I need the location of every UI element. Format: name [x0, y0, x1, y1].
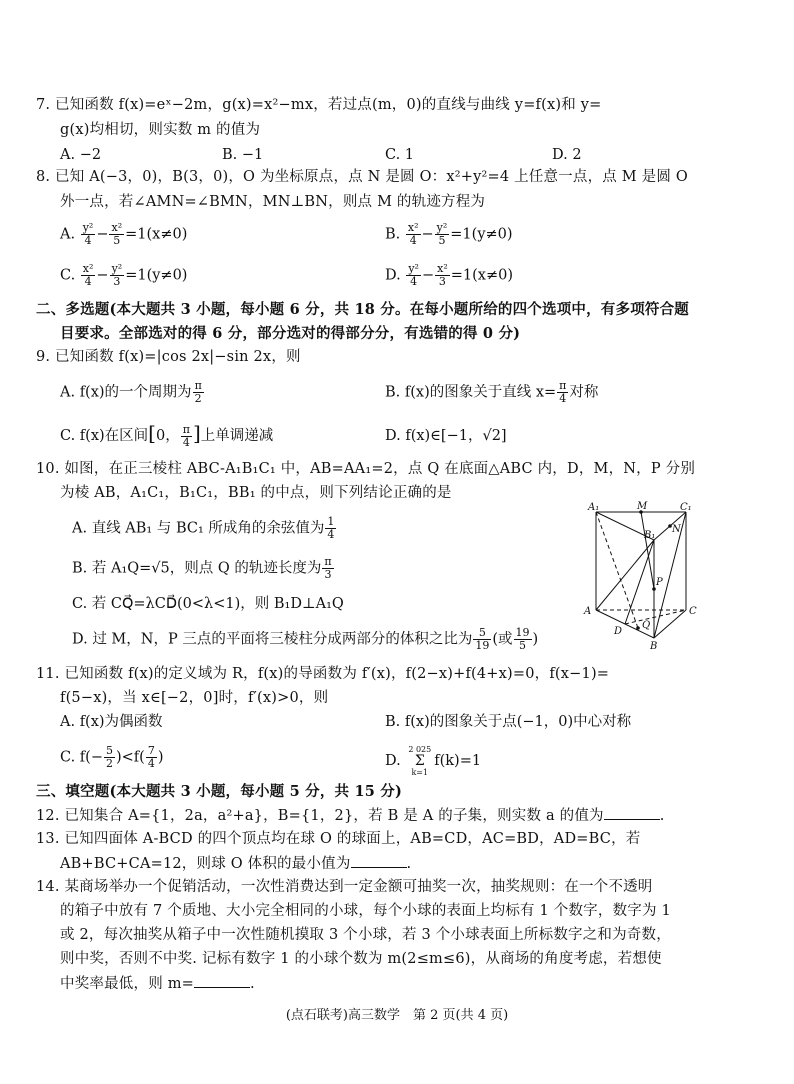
q9-option-c: C. f(x)在区间[0， $\frac{\pi}{4}$ ]上单调递减	[60, 421, 274, 449]
q10-line2: 为棱 AB，A₁C₁，B₁C₁，BB₁ 的中点，则下列结论正确的是	[60, 485, 452, 501]
q8-option-b: B. $\frac{\text{x²}}{4}$ − $\frac{\text{y²}}{5}$ =1(y≠0)	[385, 221, 513, 247]
edge-bc	[654, 610, 686, 638]
q8-line1: 8. 已知 A(−3，0)，B(3，0)，O 为坐标原点，点 N 是圆 O：x²+y²=4 上任意一点，点 M 是圆 O	[36, 169, 688, 185]
q10-option-b: B. 若 A₁Q=√5，则点 Q 的轨迹长度为 $\frac{\pi}{3}$	[72, 555, 332, 581]
q8-option-d: D. $\frac{\text{y²}}{4}$ − $\frac{\text{x²}}{3}$ =1(x≠0)	[385, 262, 513, 288]
q14-answer-blank[interactable]	[194, 973, 250, 988]
q10-line1: 10. 如图，在正三棱柱 ABC-A₁B₁C₁ 中，AB=AA₁=2，点 Q 在底面△ABC 内，D，M，N，P 分别	[36, 461, 696, 477]
label-n: N	[672, 524, 681, 535]
q14-line1: 14. 某商场举办一个促销活动，一次性消费达到一定金额可抽奖一次，抽奖规则：在一个不透明	[36, 879, 653, 895]
label-b1: B₁	[644, 530, 656, 541]
q13-line1: 13. 已知四面体 A-BCD 的四个顶点均在球 O 的球面上，AB=CD，AC=BD，AD=BC，若	[36, 831, 641, 847]
q7-option-d: D. 2	[552, 147, 582, 163]
q9-option-b: B. f(x)的图象关于直线 x= $\frac{\pi}{4}$ 对称	[385, 379, 599, 405]
q11-line2: f(5−x)，当 x∈[−2，0]时，f′(x)>0，则	[60, 690, 329, 706]
q12-text: 12. 已知集合 A={1，2a，a²+a}，B={1，2}，若 B 是 A 的子集，则实数 a 的值为 .	[36, 805, 665, 826]
q11-option-d: D. 2 025 Σ k=1 f(k)=1	[385, 745, 482, 777]
q13-line2: AB+BC+CA=12，则球 O 体积的最小值为 .	[60, 853, 411, 874]
q7-line1: 7. 已知函数 f(x)=eˣ−2m，g(x)=x²−mx，若过点(m，0)的直线与曲线 y=f(x)和 y=	[36, 97, 602, 113]
q9-stem: 9. 已知函数 f(x)=|cos 2x|−sin 2x，则	[36, 349, 301, 365]
q14-line3: 或 2，每次抽奖从箱子中一次性随机摸取 3 个小球，若 3 个小球表面上所标数字之和为奇数，	[60, 927, 671, 943]
q11-option-b: B. f(x)的图象关于点(−1，0)中心对称	[385, 714, 632, 730]
q14-line5: 中奖率最低，则 m= .	[60, 973, 255, 994]
label-d: D	[614, 626, 623, 637]
label-p: P	[656, 577, 663, 588]
q9-option-a: A. f(x)的一个周期为 $\frac{\pi}{2}$	[60, 379, 202, 405]
q10-option-d: D. 过 M，N，P 三点的平面将三棱柱分成两部分的体积之比为 $\frac{5}{19}$ (或 $\frac{19}{5}$ )	[72, 626, 539, 652]
section2-heading-line2: 目要求。全部选对的得 6 分，部分选对的得部分分，有选错的得 0 分)	[60, 325, 521, 342]
q8-line2: 外一点，若∠AMN=∠BMN，MN⊥BN，则点 M 的轨迹方程为	[60, 194, 486, 210]
q11-option-c: C. f(− $\frac{5}{2}$ )<f( $\frac{7}{4}$ )	[60, 744, 164, 770]
q7-option-a: A. −2	[60, 147, 102, 163]
line-dc	[625, 610, 686, 624]
label-q: Q	[642, 620, 651, 631]
line-bc1	[654, 512, 686, 638]
label-a: A	[584, 606, 592, 617]
q7-option-c: C. 1	[385, 147, 415, 163]
point-q	[636, 626, 640, 630]
section2-heading-line1: 二、多选题(本大题共 3 小题，每小题 6 分，共 18 分。在每小题所给的四个选项中，有多项符合题	[36, 301, 690, 318]
label-m: M	[637, 501, 648, 512]
q14-line4: 则中奖，否则不中奖. 记标有数字 1 的小球个数为 m(2≤m≤6)，从商场的角度考虑，若想使	[60, 951, 662, 967]
line-mp	[641, 512, 654, 589]
q8-option-a: A. $\frac{\text{y²}}{4}$ − $\frac{\text{x²}}{5}$ =1(x≠0)	[60, 221, 188, 247]
label-c: C	[689, 606, 697, 617]
q11-line1: 11. 已知函数 f(x)的定义域为 R，f(x)的导函数为 f′(x)，f(2−x)+f(4+x)=0，f(x−1)=	[36, 666, 610, 682]
label-b: B	[650, 641, 658, 650]
q12-answer-blank[interactable]	[604, 805, 660, 820]
q7-option-b: B. −1	[222, 147, 264, 163]
q10-option-a: A. 直线 AB₁ 与 BC₁ 所成角的余弦值为 $\frac{1}{4}$	[72, 515, 335, 541]
q11-option-a: A. f(x)为偶函数	[60, 714, 163, 730]
page-footer: (点石联考)高三数学 第 2 页(共 4 页)	[285, 1008, 509, 1023]
line-ab1	[596, 540, 654, 610]
q9-option-d: D. f(x)∈[−1，√2]	[385, 428, 507, 444]
q14-line2: 的箱子中放有 7 个质地、大小完全相同的小球，每个小球的表面上均标有 1 个数字，数字为 1	[60, 903, 671, 919]
q10-option-c: C. 若 CQ⃗=λCD⃗(0<λ<1)，则 B₁D⊥A₁Q	[72, 596, 344, 612]
q7-line2: g(x)均相切，则实数 m 的值为	[60, 122, 261, 138]
q13-answer-blank[interactable]	[351, 853, 407, 868]
q8-option-c: C. $\frac{\text{x²}}{4}$ − $\frac{\text{y²}}{3}$ =1(y≠0)	[60, 262, 188, 288]
section3-heading: 三、填空题(本大题共 3 小题，每小题 5 分，共 15 分)	[36, 783, 403, 800]
prism-figure	[576, 500, 706, 650]
line-db1	[625, 540, 654, 624]
label-a1: A₁	[588, 502, 600, 513]
label-c1: C₁	[680, 502, 692, 513]
